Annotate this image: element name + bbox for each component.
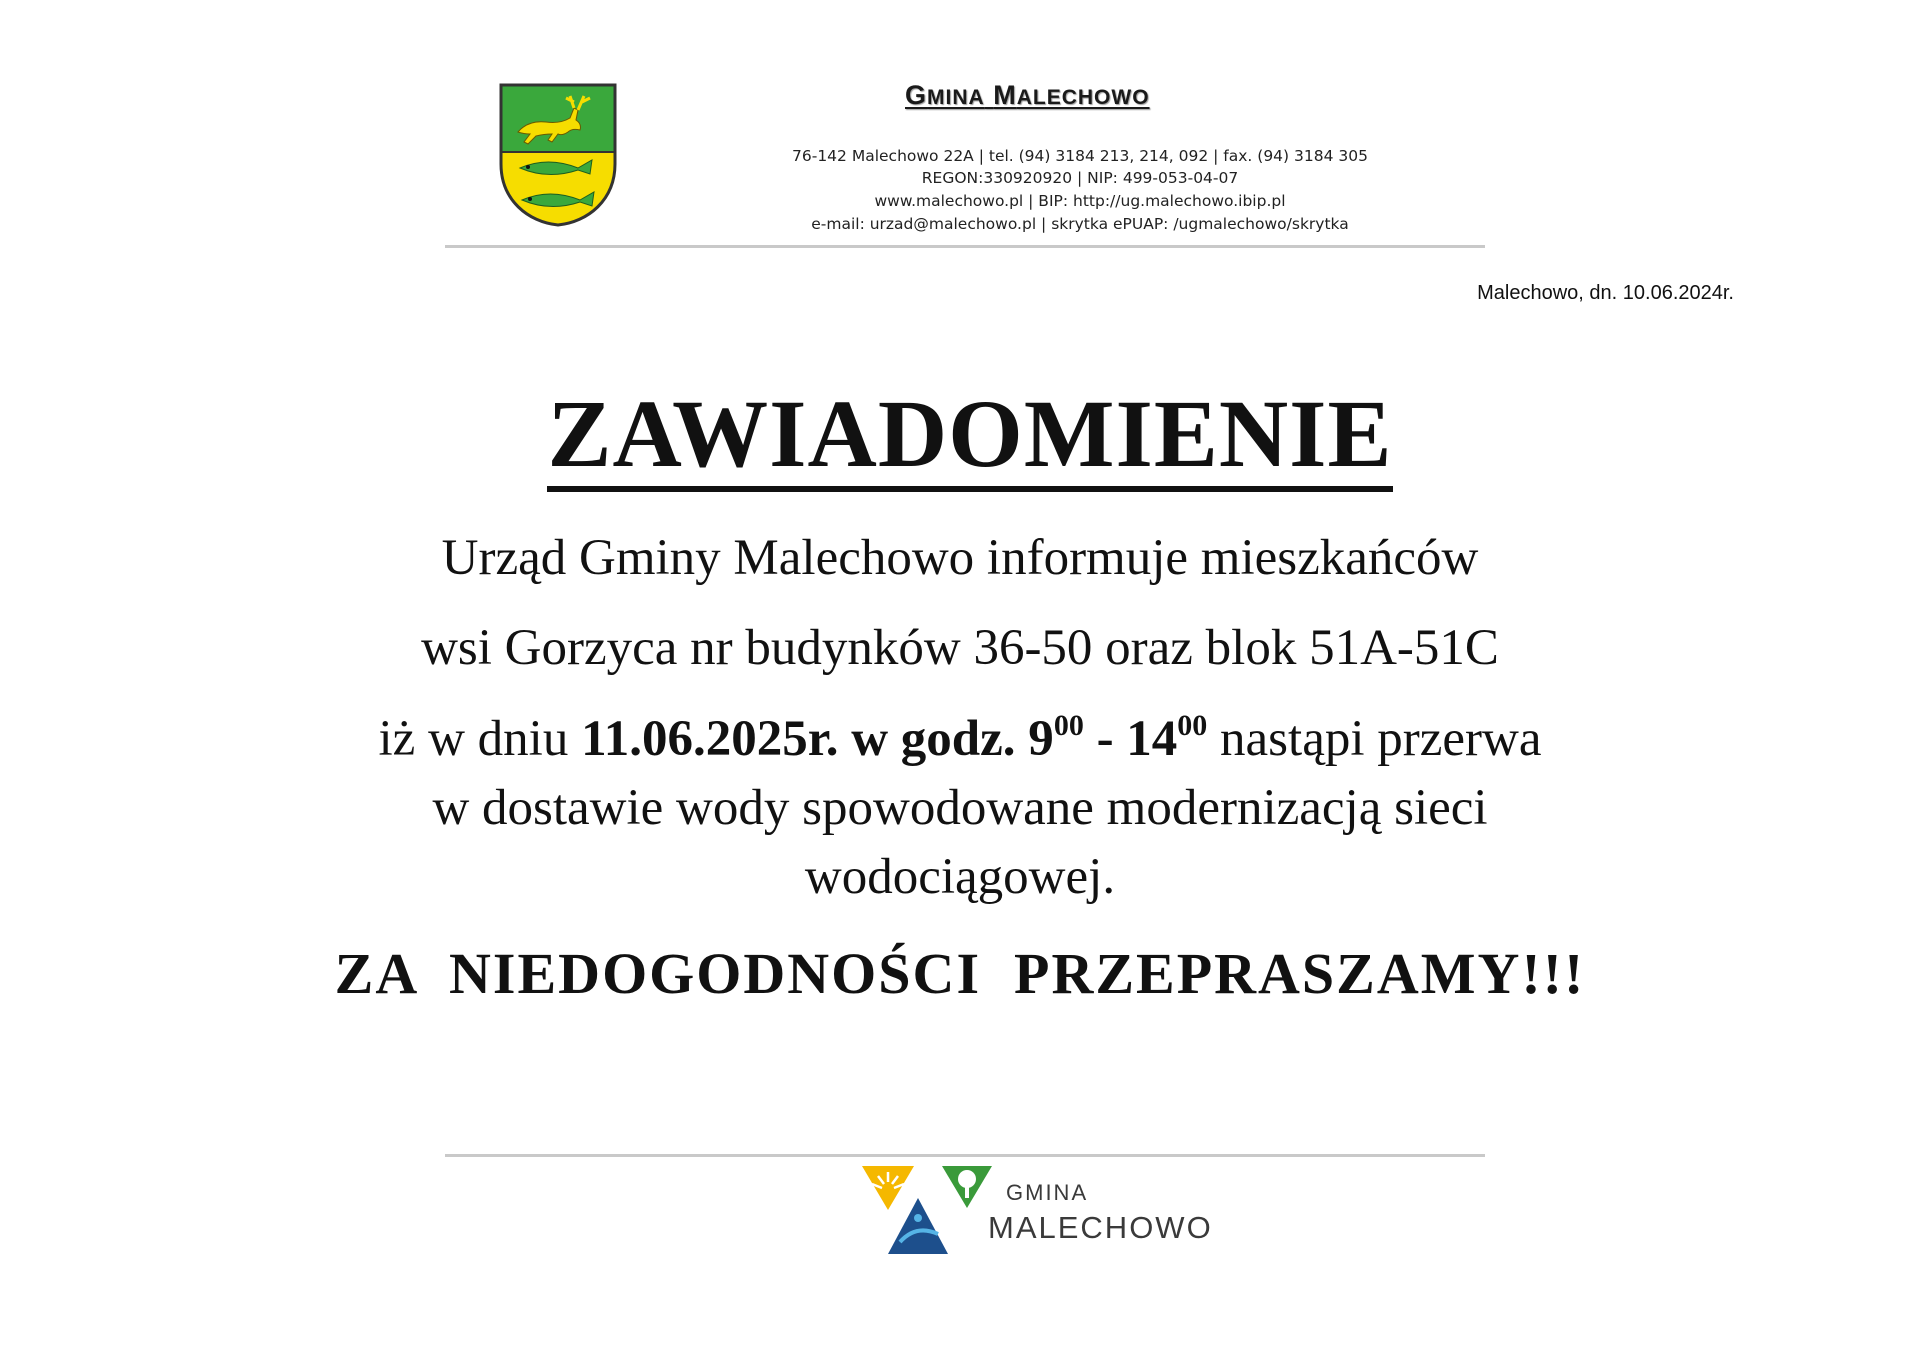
contact-regon-line: REGON:330920920 | NIP: 499-053-04-07 (921, 169, 1239, 187)
notice-line-2: wsi Gorzyca nr budynków 36-50 oraz blok 51A-51C (421, 620, 1499, 676)
gmina-malechowo-logo-icon (860, 1162, 1000, 1257)
coat-of-arms-icon (497, 82, 619, 228)
apology-text: ZA NIEDOGODNOŚCI PRZEPRASZAMY!!! (334, 941, 1586, 1006)
notice-line-4: w dostawie wody spowodowane modernizacją sieci (432, 780, 1488, 836)
notice-line-1: Urząd Gminy Malechowo informuje mieszkańców (441, 530, 1479, 586)
contact-address-line: 76-142 Malechowo 22A | tel. (94) 3184 213, 214, 092 | fax. (94) 3184 305 (792, 147, 1368, 165)
footer-malechowo-label: MALECHOWO (988, 1210, 1213, 1245)
contact-email-line: e-mail: urzad@malechowo.pl | skrytka ePUAP: /ugmalechowo/skrytka (811, 215, 1349, 233)
notice-line-3: iż w dniu 11.06.2025r. w godz. $9^{00} - 14^{00}$ nastąpi przerwa (378, 709, 1542, 767)
notice-title: ZAWIADOMIENIE (0, 386, 1920, 492)
header-divider (445, 245, 1485, 248)
document-date: Malechowo, dn. 10.06.2024r. (1477, 282, 1734, 304)
notice-line-5: wodociągowej. (804, 849, 1116, 905)
footer-divider (445, 1154, 1485, 1157)
organization-name: GMINA MALECHOWO (905, 80, 1150, 110)
contact-web-line: www.malechowo.pl | BIP: http://ug.malechowo.ibip.pl (874, 192, 1286, 210)
footer-gmina-label: GMINA (1006, 1180, 1089, 1205)
